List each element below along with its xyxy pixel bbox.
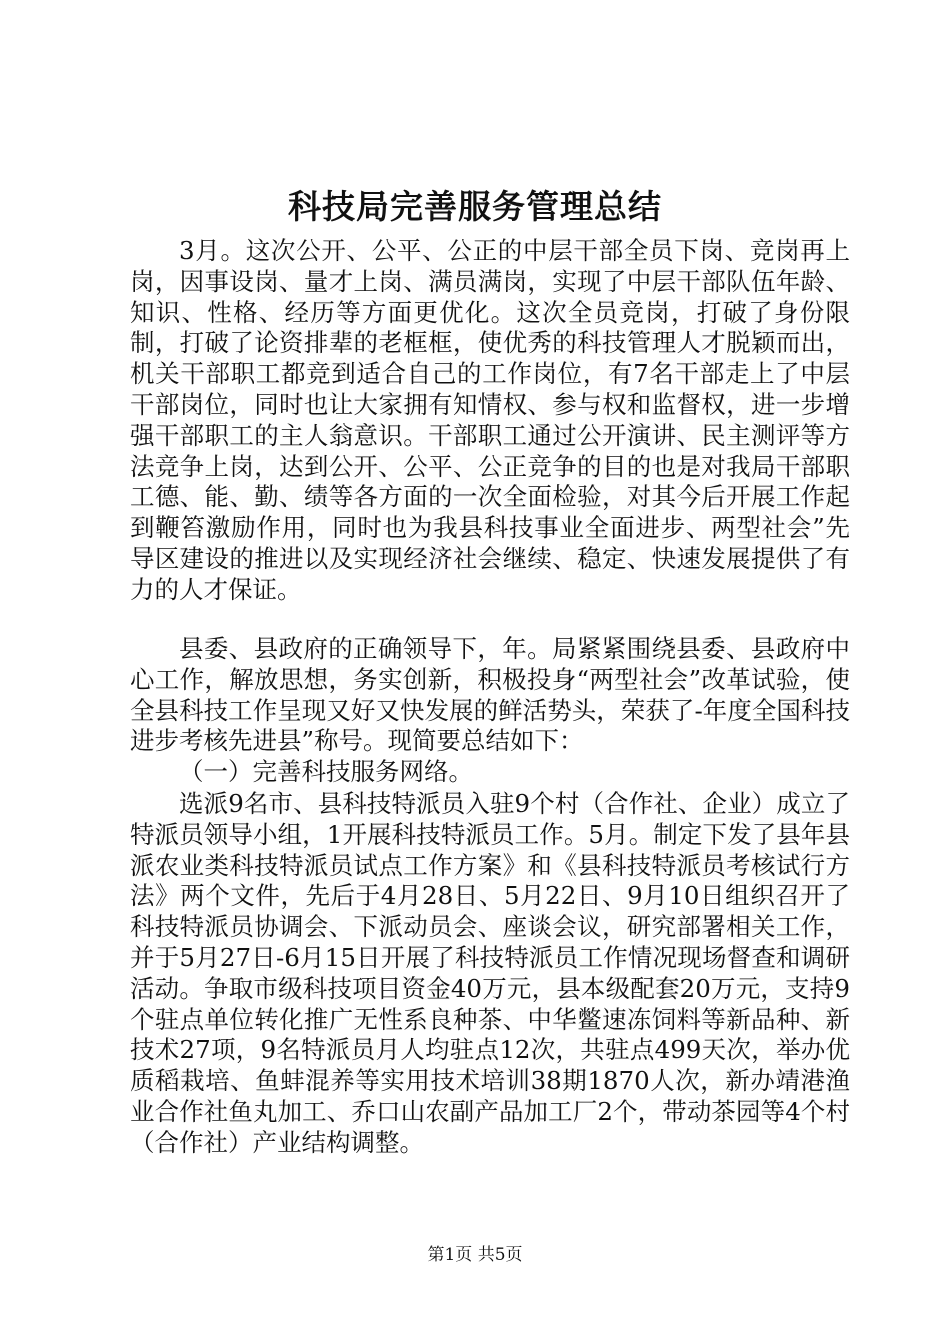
paragraph-summary-intro: 县委、县政府的正确领导下，年。局紧紧围绕县委、县政府中心工作，解放思想，务实创新，积极投身“两型社会”改革试验，使全县科技工作呈现又好又快发展的鲜活势头，荣获了-年度全国科技进步考核先进县”称号。现简要总结如下： (130, 634, 850, 756)
section-heading-service-network: （一）完善科技服务网络。 (179, 757, 473, 786)
paragraph-special-commissioners: 选派9名市、县科技特派员入驻9个村（合作社、企业）成立了特派员领导小组，1开展科技特派员工作。5月。制定下发了县年县派农业类科技特派员试点工作方案》和《县科技特派员考核试行方法》两个文件，先后于4月28日、5月22日、9月10日组织召开了科技特派员协调会、下派动员会、座谈会议，研究部署相关工作，并于5月27日-6月15日开展了科技特派员工作情况现场督查和调研活动。争取市级科技项目资金40万元，县本级配套20万元，支持9个驻点单位转化推广无性系良种茶、中华鳖速冻饲料等新品种、新技术27项，9名特派员月人均驻点12次，共驻点499天次，举办优质稻栽培、鱼蚌混养等实用技术培训38期1870人次，新办靖港渔业合作社鱼丸加工、乔口山农副产品加工厂2个，带动茶园等4个村（合作社）产业结构调整。 (130, 789, 850, 1157)
page-number-footer: 第1页 共5页 (427, 1245, 523, 1265)
paragraph-staff-competition: 3月。这次公开、公平、公正的中层干部全员下岗、竞岗再上岗，因事设岗、量才上岗、满员满岗，实现了中层干部队伍年龄、知识、性格、经历等方面更优化。这次全员竞岗，打破了身份限制，打破了论资排辈的老框框，使优秀的科技管理人才脱颖而出，机关干部职工都竞到适合自己的工作岗位，有7名干部走上了中层干部岗位，同时也让大家拥有知情权、参与权和监督权，进一步增强干部职工的主人翁意识。干部职工通过公开演讲、民主测评等方法竞争上岗，达到公开、公平、公正竞争的目的也是对我局干部职工德、能、勤、绩等各方面的一次全面检验，对其今后开展工作起到鞭笞激励作用，同时也为我县科技事业全面进步、两型社会”先导区建设的推进以及实现经济社会继续、稳定、快速发展提供了有力的人才保证。 (130, 236, 850, 604)
document-title: 科技局完善服务管理总结 (288, 187, 662, 226)
